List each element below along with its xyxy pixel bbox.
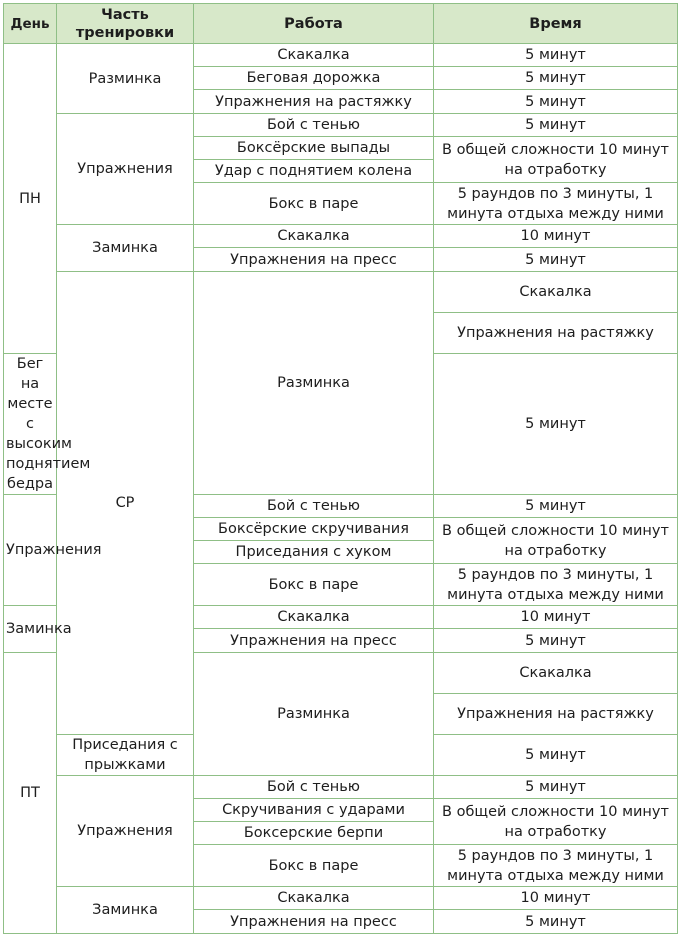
day-cell: СР [57,272,194,735]
time-cell: 5 раундов по 3 минуты, 1 минута отдыха между ними [434,564,678,606]
work-cell: Бой с тенью [194,114,434,137]
work-cell: Скакалка [194,225,434,248]
work-cell: Беговая дорожка [194,67,434,90]
part-cell: Заминка [57,887,194,934]
work-cell: Бег на месте с высоким поднятием бедра [4,354,57,495]
part-cell: Упражнения [57,114,194,225]
time-cell: В общей сложности 10 минут на отработку [434,137,678,183]
part-cell: Разминка [194,272,434,495]
work-cell: Упражнения на растяжку [194,90,434,114]
time-cell: 5 минут [434,44,678,67]
work-cell: Скакалка [434,272,678,313]
work-cell: Скакалка [194,887,434,910]
work-cell: Бой с тенью [194,776,434,799]
work-cell: Скакалка [194,606,434,629]
part-cell: Разминка [194,653,434,776]
time-cell: 5 минут [434,114,678,137]
work-cell: Бокс в паре [194,564,434,606]
time-cell: 5 минут [434,354,678,495]
part-cell: Упражнения [4,495,57,606]
work-cell: Боксёрские выпады [194,137,434,160]
time-cell: 5 минут [434,735,678,776]
time-cell: 10 минут [434,606,678,629]
table-row [4,887,678,910]
time-cell: 5 минут [434,90,678,114]
time-cell: 5 минут [434,495,678,518]
work-cell: Скакалка [194,44,434,67]
work-cell: Упражнения на пресс [194,629,434,653]
time-cell: 5 минут [434,248,678,272]
header-time: Время [434,4,678,44]
work-cell: Приседания с прыжками [57,735,194,776]
work-cell: Приседания с хуком [194,541,434,564]
table-row [4,114,678,137]
work-cell: Бокс в паре [194,183,434,225]
table-row [4,225,678,248]
time-cell: В общей сложности 10 минут на отработку [434,518,678,564]
header-part: Часть тренировки [57,4,194,44]
work-cell: Скакалка [434,653,678,694]
time-cell: В общей сложности 10 минут на отработку [434,799,678,845]
work-cell: Боксёрские скручивания [194,518,434,541]
time-cell: 5 раундов по 3 минуты, 1 минута отдыха между ними [434,845,678,887]
header-row [4,4,678,44]
work-cell: Боксерские берпи [194,822,434,845]
time-cell: 10 минут [434,225,678,248]
work-cell: Скручивания с ударами [194,799,434,822]
work-cell: Удар с поднятием колена [194,160,434,183]
day-cell: ПН [4,44,57,354]
work-cell: Упражнения на растяжку [434,694,678,735]
part-cell: Разминка [57,44,194,114]
part-cell: Заминка [57,225,194,272]
training-schedule-table [3,3,678,934]
time-cell: 10 минут [434,887,678,910]
time-cell: 5 минут [434,67,678,90]
work-cell: Бокс в паре [194,845,434,887]
time-cell: 5 минут [434,776,678,799]
table-row [4,272,678,313]
work-cell: Бой с тенью [194,495,434,518]
part-cell: Заминка [4,606,57,653]
work-cell: Упражнения на пресс [194,248,434,272]
header-day: День [4,4,57,44]
table-row [4,776,678,799]
time-cell: 5 раундов по 3 минуты, 1 минута отдыха между ними [434,183,678,225]
time-cell: 5 минут [434,629,678,653]
header-work: Работа [194,4,434,44]
table-row [4,44,678,67]
work-cell: Упражнения на пресс [194,910,434,934]
day-cell: ПТ [4,653,57,934]
time-cell: 5 минут [434,910,678,934]
work-cell: Упражнения на растяжку [434,313,678,354]
part-cell: Упражнения [57,776,194,887]
